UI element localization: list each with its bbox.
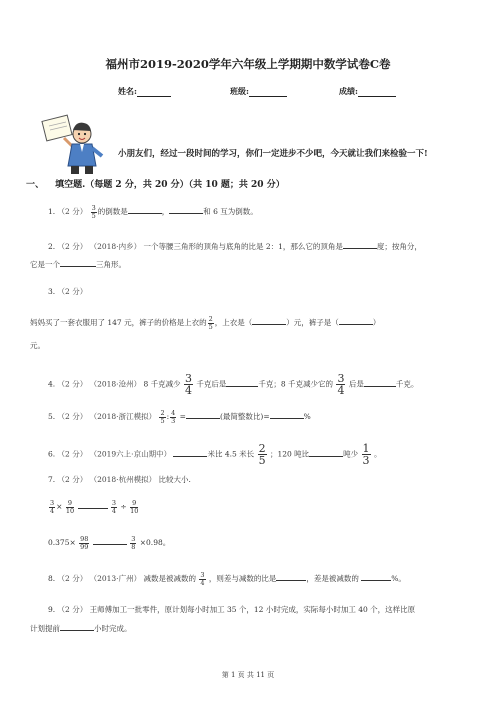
- question-2-line-2: 它是一个 三角形。: [30, 260, 126, 269]
- fraction: $\frac{3}{4}$: [337, 372, 345, 397]
- section-header: [26, 177, 285, 190]
- greeting-text: 小朋友们，经过一段时间的学习，你们一定进步不少吧，今天就让我们来检验一下!: [118, 149, 428, 159]
- compare-blank[interactable]: [78, 500, 108, 509]
- question-score: （2 分）: [57, 207, 88, 216]
- answer-blank[interactable]: [364, 378, 396, 387]
- score-label: 成绩:: [339, 86, 358, 96]
- fraction: $\frac{3}{4}$: [200, 571, 205, 587]
- section-number: 一、: [26, 180, 45, 190]
- question-5: 5. （2 分） （2018·浙江模拟） $\frac{2}{5}$ : $\frac{4}{3}$ = (最简整数比)= %: [48, 409, 311, 425]
- section-title: 填空题.（每题 2 分，共 20 分）（共 10 题；共 20 分）: [55, 180, 285, 190]
- answer-blank[interactable]: [270, 410, 304, 419]
- question-7: 7. （2 分） （2018·杭州模拟） 比较大小.: [48, 475, 191, 484]
- class-field: [230, 86, 287, 97]
- fraction: $\frac{4}{3}$: [171, 409, 176, 425]
- fraction: $\frac{9}{10}$: [65, 499, 75, 515]
- fraction: $\frac{3}{4}$: [111, 499, 117, 515]
- question-source: （2018·内乡）: [89, 242, 142, 251]
- answer-blank[interactable]: [60, 258, 96, 267]
- question-4: 4. （2 分） （2018·沧州） 8 千克减少 $\frac{3}{4}$ 千克后是 千克；8 千克减少它的 $\frac{3}{4}$ 后是 千克。: [48, 372, 419, 397]
- answer-blank[interactable]: [339, 316, 373, 325]
- score-blank[interactable]: [358, 87, 396, 97]
- question-3-line-2: 元。: [30, 341, 45, 350]
- page-footer: 第 1 页 共 11 页: [221, 671, 275, 679]
- fraction: $\frac{3}{4}$: [50, 499, 55, 515]
- class-blank[interactable]: [249, 87, 287, 97]
- class-label: 班级:: [230, 86, 249, 96]
- answer-blank[interactable]: [343, 240, 377, 249]
- fraction: $\frac{2}{5}$: [208, 315, 213, 331]
- name-field: [118, 86, 171, 97]
- question-1: 1. （2 分） $\frac{3}{5}$ 的倒数是 ， 和 6 互为倒数。: [48, 204, 258, 220]
- question-9-line-2: 计划提前 小时完成。: [30, 624, 132, 633]
- fraction: $\frac{9}{10}$: [130, 499, 139, 515]
- answer-blank[interactable]: [226, 378, 258, 387]
- fraction: $\frac{2}{5}$: [160, 409, 165, 425]
- question-9: 9. （2 分） 王师傅加工一批零件，原计划每小时加工 35 个，12 小时完成，实际每小时加工 40 个，这样比原: [48, 605, 416, 614]
- name-label: 姓名:: [118, 86, 137, 96]
- answer-blank[interactable]: [276, 572, 306, 581]
- question-3: 3. （2 分）: [48, 287, 88, 296]
- answer-blank[interactable]: [169, 205, 203, 214]
- fraction: $\frac{2}{5}$: [258, 442, 266, 467]
- fraction: $\frac{3}{5}$: [91, 204, 96, 220]
- answer-blank[interactable]: [186, 410, 220, 419]
- compare-blank[interactable]: [93, 536, 127, 545]
- question-2: 2. （2 分） （2018·内乡） 一个等腰三角形的顶角与底角的比是 2：1，那么它的顶角是 度；按角分，: [48, 242, 422, 251]
- fraction: $\frac{3}{4}$: [185, 372, 193, 397]
- answer-blank[interactable]: [252, 316, 286, 325]
- answer-blank[interactable]: [60, 622, 94, 631]
- answer-blank[interactable]: [309, 448, 343, 457]
- question-number: 1.: [48, 207, 56, 216]
- fraction: $\frac{3}{8}$: [131, 535, 136, 551]
- question-7-row-2: 0.375× $\frac{98}{99}$ $\frac{3}{8}$ ×0.98。: [48, 535, 171, 551]
- question-6: 6. （2 分） （2019六上·京山期中） 米比 4.5 米长 $\frac{2}{5}$ ；120 吨比 吨少 $\frac{1}{3}$ 。: [48, 442, 382, 467]
- name-blank[interactable]: [137, 87, 171, 97]
- question-7-row-1: $\frac{3}{4}$ × $\frac{9}{10}$ $\frac{3}{4}$ ÷ $\frac{9}{10}$: [50, 499, 139, 515]
- question-8: 8. （2 分） （2013·广州） 减数是被减数的 $\frac{3}{4}$ ，则差与减数的比是 ，差是被减数的 %。: [48, 571, 406, 587]
- answer-blank[interactable]: [128, 205, 162, 214]
- fraction: $\frac{1}{3}$: [362, 442, 370, 467]
- teacher-mascot-illustration: [40, 112, 118, 178]
- score-field: [339, 86, 396, 97]
- answer-blank[interactable]: [173, 448, 207, 457]
- question-3-body: 妈妈买了一套衣服用了 147 元，裤子的价格是上衣的 $\frac{2}{5}$ ，上衣是（ ）元，裤子是（ ）: [30, 315, 381, 331]
- fraction: $\frac{98}{99}$: [80, 535, 89, 551]
- answer-blank[interactable]: [361, 572, 391, 581]
- page-title: 福州市2019-2020学年六年级上学期期中数学试卷C卷: [105, 57, 391, 71]
